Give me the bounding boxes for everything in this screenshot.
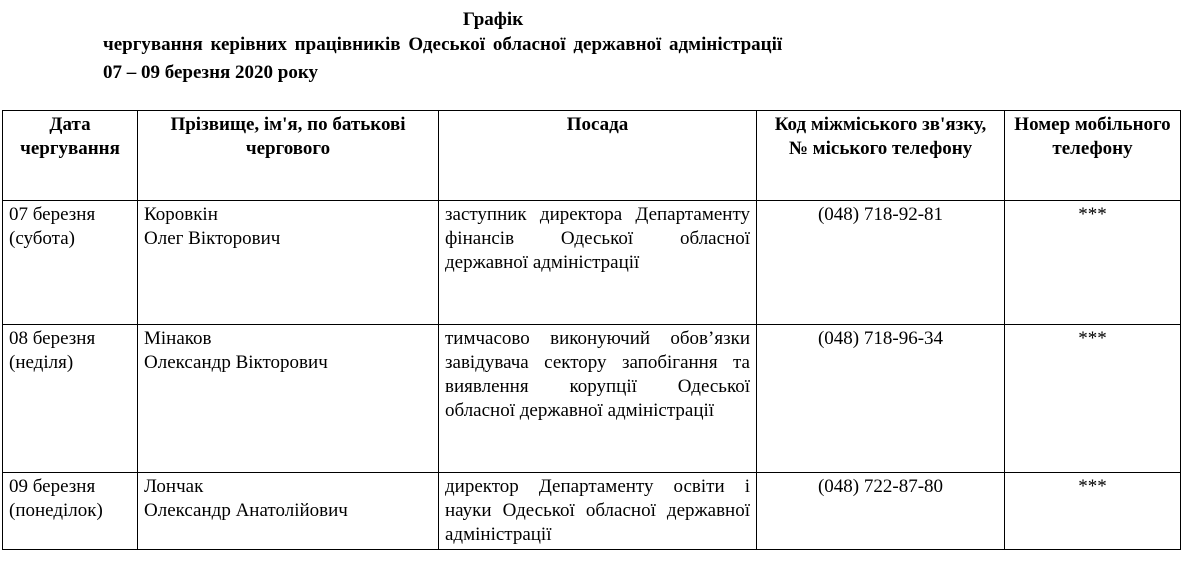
document-subtitle: чергування керівних працівників Одеської обласної державної адміністрації bbox=[103, 34, 783, 55]
name-cell bbox=[138, 201, 439, 325]
surname: Коровкін bbox=[144, 204, 218, 225]
date-cell bbox=[3, 201, 138, 325]
mobile-cell: *** bbox=[1005, 201, 1181, 325]
header-date: Дата чергування bbox=[3, 111, 138, 201]
document-dates: 07 – 09 березня 2020 року bbox=[103, 62, 319, 83]
table-row bbox=[3, 201, 1181, 325]
surname: Мінаков bbox=[144, 328, 212, 349]
phone-cell: (048) 718-96-34 bbox=[757, 325, 1005, 473]
mobile-cell: *** bbox=[1005, 473, 1181, 550]
position-cell: заступник директора Департаменту фінансів Одеської обласної державної адміністрації bbox=[439, 201, 757, 325]
duty-weekday: (субота) bbox=[9, 228, 75, 249]
given-names: Олександр Анатолійович bbox=[144, 500, 348, 521]
table-row bbox=[3, 473, 1181, 550]
given-names: Олександр Вікторович bbox=[144, 352, 328, 373]
duty-schedule-table bbox=[2, 110, 1181, 550]
document-title: Графік bbox=[462, 9, 524, 30]
date-cell bbox=[3, 325, 138, 473]
phone-cell: (048) 718-92-81 bbox=[757, 201, 1005, 325]
given-names: Олег Вікторович bbox=[144, 228, 281, 249]
position-cell: тимчасово виконуючий обов’язки завідувача сектору запобігання та виявлення корупції Одеської обласної державної адміністрації bbox=[439, 325, 757, 473]
duty-weekday: (понеділок) bbox=[9, 500, 103, 521]
header-name: Прізвище, ім'я, по батькові чергового bbox=[138, 111, 439, 201]
duty-weekday: (неділя) bbox=[9, 352, 74, 373]
header-mobile: Номер мобільного телефону bbox=[1005, 111, 1181, 201]
phone-cell: (048) 722-87-80 bbox=[757, 473, 1005, 550]
position-cell: директор Департаменту освіти і науки Одеської обласної державної адміністрації bbox=[439, 473, 757, 550]
duty-date: 07 березня bbox=[9, 204, 96, 225]
name-cell bbox=[138, 325, 439, 473]
duty-date: 08 березня bbox=[9, 328, 96, 349]
header-position: Посада bbox=[439, 111, 757, 201]
header-phone-code: Код міжміського зв'язку, № міського телефону bbox=[757, 111, 1005, 201]
duty-date: 09 березня bbox=[9, 476, 96, 497]
date-cell bbox=[3, 473, 138, 550]
mobile-cell: *** bbox=[1005, 325, 1181, 473]
name-cell bbox=[138, 473, 439, 550]
table-row bbox=[3, 325, 1181, 473]
surname: Лончак bbox=[144, 476, 204, 497]
table-header-row bbox=[3, 111, 1181, 201]
